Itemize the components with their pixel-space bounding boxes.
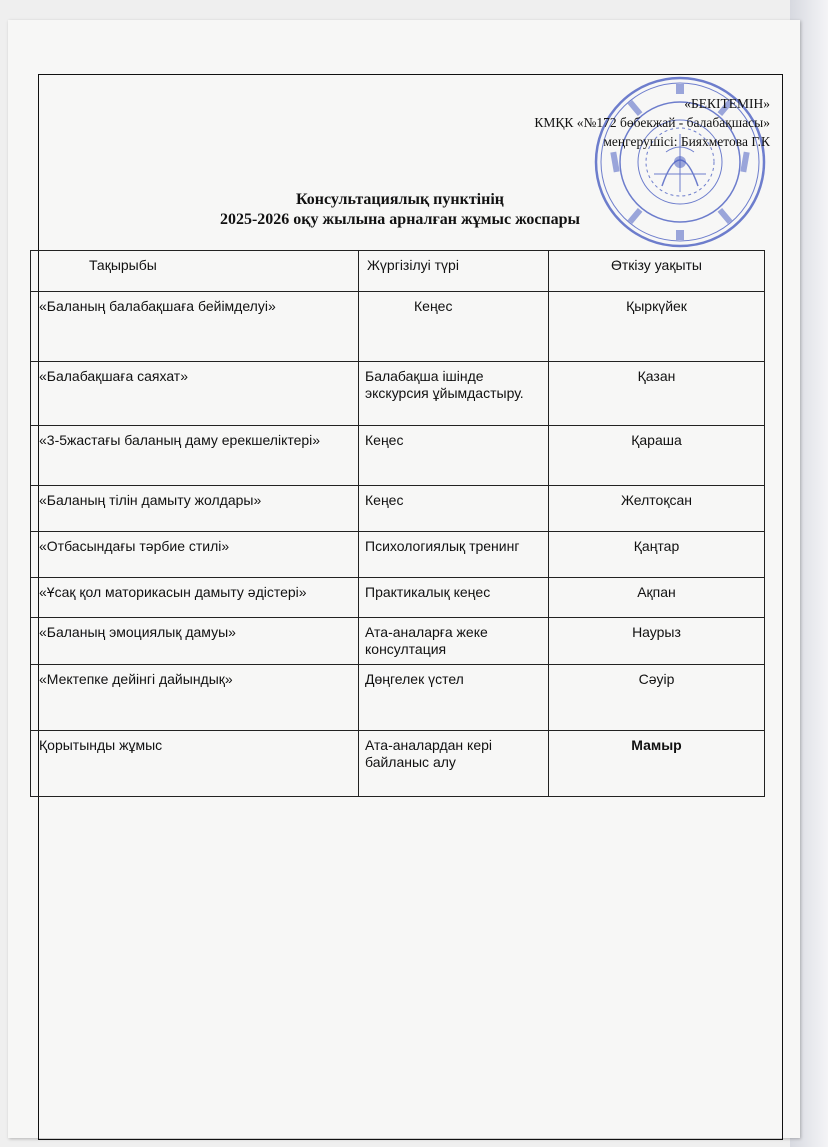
table-row	[31, 578, 765, 618]
table-row	[31, 665, 765, 731]
row-form: Кеңес	[359, 292, 549, 362]
row-time: Мамыр	[549, 731, 765, 797]
table-row	[31, 618, 765, 665]
row-topic: «Ұсақ қол маторикасын дамыту әдістері»	[31, 578, 359, 618]
table-row	[31, 426, 765, 486]
row-form: Практикалық кеңес	[359, 578, 549, 618]
row-topic: «Балабақшаға саяхат»	[31, 362, 359, 426]
row-form: Ата-аналарға жеке консултация	[359, 618, 549, 665]
table-row	[31, 731, 765, 797]
row-time: Қазан	[549, 362, 765, 426]
row-form: Кеңес	[359, 426, 549, 486]
header-form: Жүргізілуі түрі	[359, 251, 549, 292]
approval-director: меңгерушісі: Бияхметова Г.К	[603, 134, 770, 149]
row-time: Қаңтар	[549, 532, 765, 578]
document-title	[180, 190, 620, 230]
row-time: Сәуір	[549, 665, 765, 731]
header-topic: Тақырыбы	[31, 251, 359, 292]
row-topic: «3-5жастағы баланың даму ерекшеліктері»	[31, 426, 359, 486]
table-row	[31, 292, 765, 362]
title-line-1: Консультациялық пунктінің	[295, 191, 505, 208]
row-form: Ата-аналардан кері байланыс алу	[359, 731, 549, 797]
row-form: Кеңес	[359, 486, 549, 532]
row-time: Желтоқсан	[549, 486, 765, 532]
title-line-2: 2025-2026 оқу жылына арналған жұмыс жоспары	[219, 211, 581, 228]
row-time: Қараша	[549, 426, 765, 486]
work-plan-table	[30, 250, 765, 797]
header-time: Өткізу уақыты	[549, 251, 765, 292]
row-topic: «Мектепке дейінгі дайындық»	[31, 665, 359, 731]
row-topic: «Баланың тілін дамыту жолдары»	[31, 486, 359, 532]
row-form: Дөңгелек үстел	[359, 665, 549, 731]
approval-organization: КМҚК «№172 бөбекжай - балабақшасы»	[534, 115, 770, 130]
approval-block	[534, 94, 770, 151]
table-row	[31, 532, 765, 578]
row-topic: «Баланың балабақшаға бейімделуі»	[31, 292, 359, 362]
row-topic: «Баланың эмоциялық дамуы»	[31, 618, 359, 665]
row-topic: «Отбасындағы тәрбие стилі»	[31, 532, 359, 578]
row-time: Ақпан	[549, 578, 765, 618]
row-form: Балабақша ішінде экскурсия ұйымдастыру.	[359, 362, 549, 426]
approval-heading: «БЕКІТЕМІН»	[684, 96, 770, 111]
table-row	[31, 362, 765, 426]
table-header-row	[31, 251, 765, 292]
row-form: Психологиялық тренинг	[359, 532, 549, 578]
row-time: Наурыз	[549, 618, 765, 665]
table-row	[31, 486, 765, 532]
row-topic: Қорытынды жұмыс	[31, 731, 359, 797]
row-time: Қыркүйек	[549, 292, 765, 362]
